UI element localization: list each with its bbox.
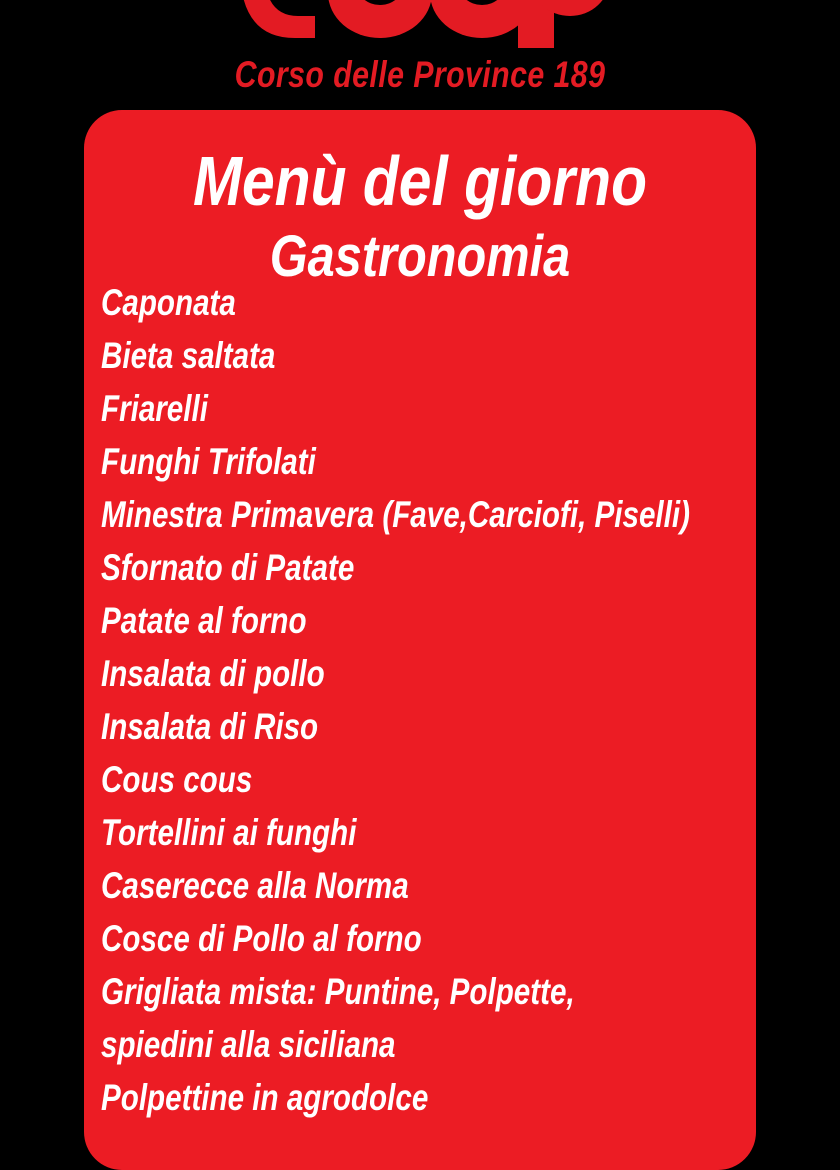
menu-item: Insalata di Riso (101, 706, 319, 747)
coop-logo-icon (220, 0, 620, 48)
menu-item: Tortellini ai funghi (101, 812, 357, 853)
menu-item: Cous cous (101, 759, 253, 800)
menu-item: Cosce di Pollo al forno (101, 918, 422, 959)
menu-item: spiedini alla siciliana (101, 1024, 396, 1065)
menu-item: Friarelli (101, 388, 208, 429)
menu-item: Minestra Primavera (Fave,Carciofi, Piselli) (101, 494, 690, 535)
menu-title: Menù del giorno (192, 142, 648, 220)
menu-item: Bieta saltata (101, 335, 276, 376)
menu-subtitle: Gastronomia (269, 224, 571, 289)
menu-item: Patate al forno (101, 600, 307, 641)
menu-item: Caponata (101, 282, 236, 323)
menu-item: Funghi Trifolati (101, 441, 316, 482)
store-address: Corso delle Province 189 (234, 54, 606, 95)
menu-item: Grigliata mista: Puntine, Polpette, (101, 971, 575, 1012)
menu-list (101, 276, 690, 1124)
menu-item: Caserecce alla Norma (101, 865, 409, 906)
menu-item: Sfornato di Patate (101, 547, 355, 588)
menu-item: Insalata di pollo (101, 653, 325, 694)
menu-item: Polpettine in agrodolce (101, 1077, 429, 1118)
